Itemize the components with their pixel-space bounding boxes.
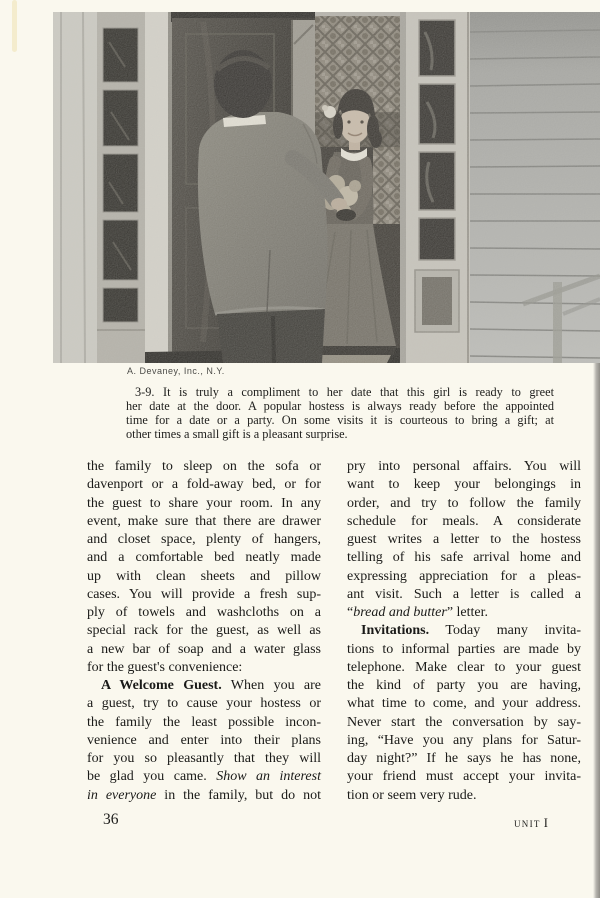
figure-caption [126,386,554,442]
text-line: other times a small gift is a pleasant surprise. [126,426,348,441]
text-line: a guest, try to cause your hostess or [87,696,321,712]
text-line: the guest to share your room. In any [87,495,321,511]
text-line: her date at the door. A popular hostess is always ready before the appointed [126,398,554,413]
text-line: for the guest's convenience: [87,659,243,675]
text-line: tion or seem very rude. [347,787,477,803]
text-line: telephone. Make clear to your guest [347,659,581,675]
text-line: 3-9. It is truly a compliment to her date that this girl is ready to greet [135,385,554,399]
text-line: pry into personal affairs. You will [347,459,581,474]
scan-artifact [12,0,17,52]
page-number: 36 [103,811,119,828]
text-line: event, make sure that there are drawer [87,513,321,529]
body-column-left [87,458,321,805]
text-line: Invitations. Today many invita- [361,623,581,639]
doorway-greeting-illustration [53,12,600,363]
text-line: expressing appreciation for a pleas- [347,568,581,584]
text-line: the family to sleep on the sofa or [87,459,321,474]
text-line: a new bar of soap and a water glass [87,641,321,657]
figure-photo [53,12,600,363]
text-line: the family the least possible incon- [87,714,321,730]
text-line: tions to informal parties are made by [347,641,581,657]
text-line: ing, “Have you any plans for Satur- [347,732,581,748]
text-line: be glad you came. Show an interest [87,769,321,785]
page-edge-shadow [593,363,600,898]
text-line: want to keep your belongings in [347,477,581,493]
text-line: for you so pleasantly that they will [87,751,321,766]
text-line: davenport or a fold-away bed, or for [87,477,321,493]
text-line: telling of his safe arrival home and [347,550,581,566]
body-column-right [347,458,581,805]
unit-numeral: I [543,816,548,830]
text-line: ant visit. Such a letter is called a [347,586,581,602]
text-line: and closet space, plenty of hangers, [87,532,321,547]
text-line: ply of towels and washcloths on a [87,605,321,620]
text-line: Never start the conversation by say- [347,714,581,730]
text-line: the kind of party you are having, [347,678,581,693]
text-line: venience and enter into their plans [87,732,321,748]
text-line: day night?” If he says he has none, [347,751,581,766]
text-line: up with clean sheets and pillow [87,568,321,584]
text-line: “bread and butter” letter. [347,605,489,620]
text-line: in everyone in the family, but do not [87,787,321,803]
text-line: what time to come, and your address. [347,696,581,712]
text-line: cases. You will provide a fresh sup- [87,586,321,602]
running-footer [514,814,548,832]
text-line: order, and try to follow the family [347,495,581,511]
text-line: your friend must accept your invita- [347,769,581,785]
text-line: special rack for the guest, as well as [87,623,321,639]
text-line: A Welcome Guest. When you are [101,678,321,693]
photo-credit: A. Devaney, Inc., N.Y. [127,366,225,376]
text-line: schedule for meals. A considerate [347,513,581,529]
text-line: time for a date or a party. On some visits it is courteous to bring a gift; at [126,412,554,427]
text-line: guest writes a letter to the hostess [347,532,581,547]
text-line: and a comfortable bed neatly made [87,550,321,566]
unit-label: UNIT [514,819,541,829]
